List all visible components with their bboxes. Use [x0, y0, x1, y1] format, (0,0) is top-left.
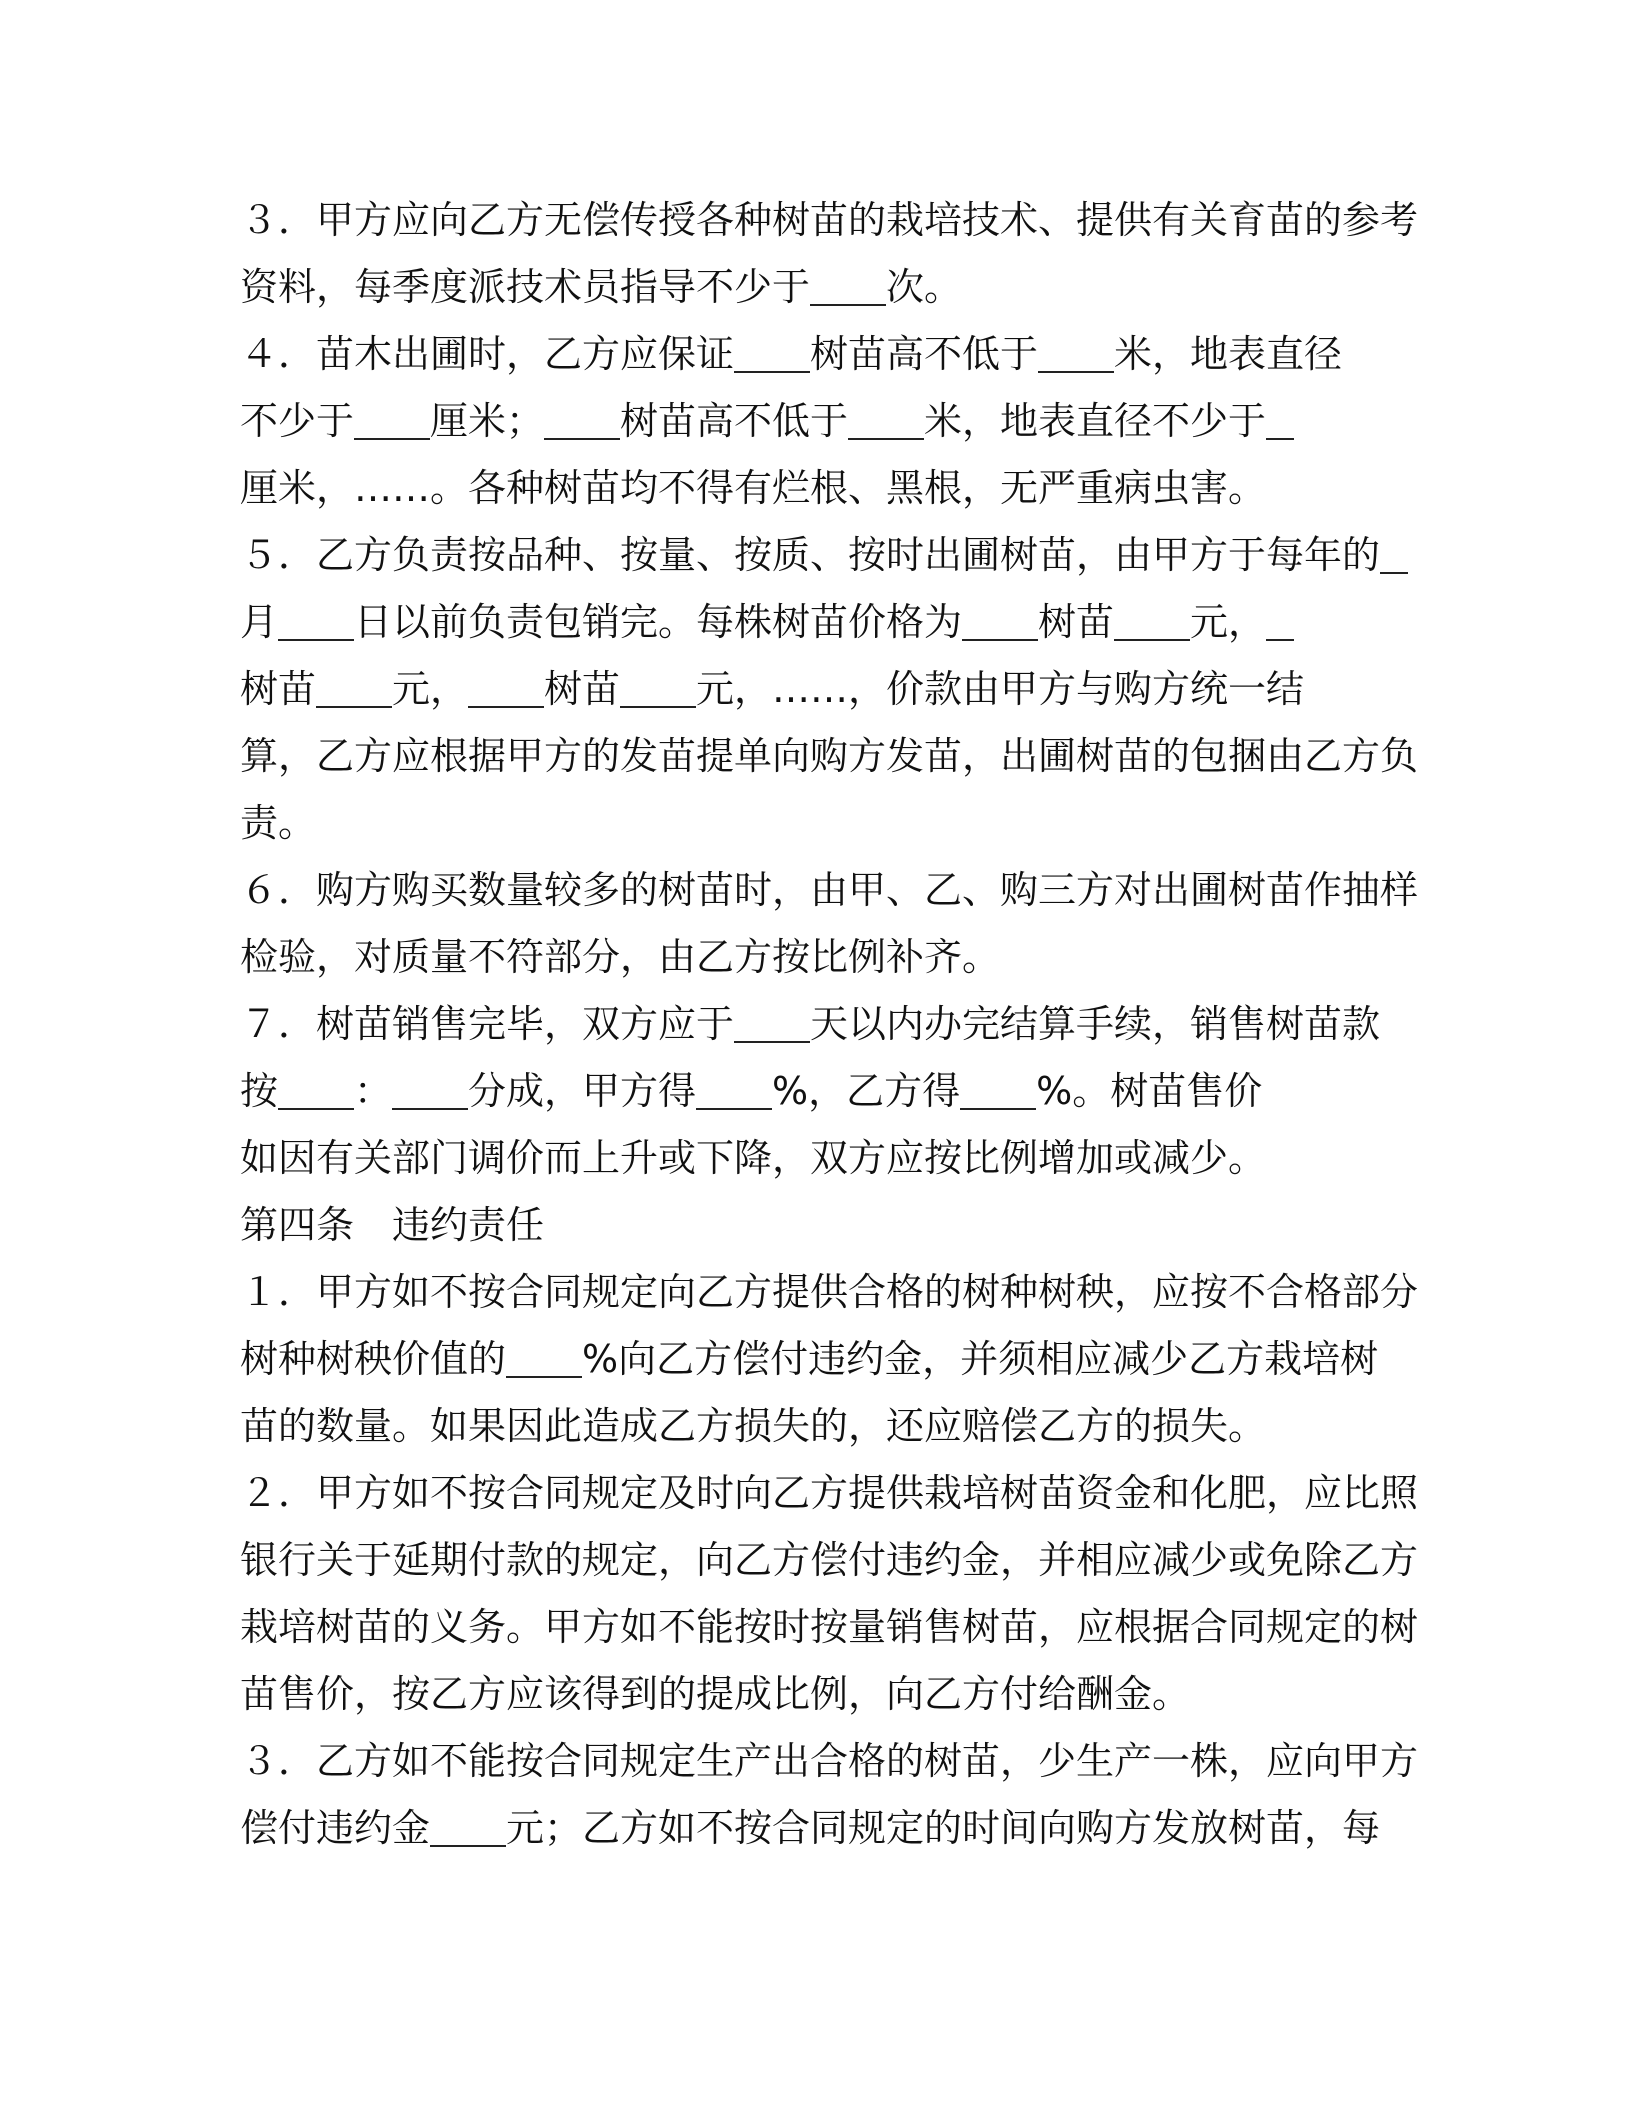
- fill-in-blank: [810, 262, 886, 306]
- clause-5-line-3: [240, 656, 1392, 723]
- text-segment: 树苗高不低于: [620, 399, 849, 443]
- clause-3-line-2: [240, 254, 1392, 321]
- clause-3-line-1: [240, 187, 1419, 254]
- text-segment: 偿付违约金: [240, 1806, 431, 1850]
- liability-1-line-3: [240, 1393, 1392, 1460]
- text-segment: 树苗: [544, 667, 621, 711]
- text-segment: 元；乙方如不按合同规定的时间向购方发放树苗，每: [506, 1806, 1381, 1850]
- text-segment: 树苗高不低于: [810, 332, 1039, 376]
- clause-5-line-2: [240, 589, 1392, 656]
- text-segment: 次。: [886, 265, 963, 309]
- text-segment: 厘米，……。各种树苗均不得有烂根、黑根，无严重病虫害。: [240, 466, 1267, 510]
- fill-in-blank: [392, 1066, 468, 1110]
- liability-2-line-1: [240, 1460, 1419, 1527]
- text-segment: ５．乙方负责按品种、按量、按质、按时出圃树苗，由甲方于每年的: [240, 533, 1381, 577]
- text-segment: 元，: [392, 667, 469, 711]
- liability-3-line-1: [240, 1728, 1419, 1795]
- clause-4-line-1: [240, 321, 1392, 388]
- text-segment: 栽培树苗的义务。甲方如不能按时按量销售树苗，应根据合同规定的树: [240, 1605, 1419, 1649]
- fill-in-blank: [1038, 329, 1114, 373]
- fill-in-blank: [734, 999, 810, 1043]
- text-segment: 按: [240, 1069, 279, 1113]
- fill-in-blank: [278, 1066, 354, 1110]
- text-segment: 厘米；: [430, 399, 545, 443]
- fill-in-blank: [962, 597, 1038, 641]
- fill-in-blank: [430, 1803, 506, 1847]
- fill-in-blank: [1266, 396, 1294, 440]
- clause-7-line-2: [240, 1058, 1392, 1125]
- clause-5-line-5: [240, 790, 1392, 857]
- fill-in-blank: [960, 1066, 1036, 1110]
- liability-1-line-2: [240, 1326, 1392, 1393]
- fill-in-blank: [1266, 597, 1294, 641]
- fill-in-blank: [734, 329, 810, 373]
- fill-in-blank: [506, 1334, 582, 1378]
- text-segment: 元，: [1190, 600, 1267, 644]
- fill-in-blank: [278, 597, 354, 641]
- text-segment: 银行关于延期付款的规定，向乙方偿付违约金，并相应减少或免除乙方: [240, 1538, 1419, 1582]
- text-segment: ２．甲方如不按合同规定及时向乙方提供栽培树苗资金和化肥，应比照: [240, 1471, 1419, 1515]
- liability-2-line-3: [240, 1594, 1419, 1661]
- fill-in-blank: [544, 396, 620, 440]
- text-segment: 责。: [240, 801, 317, 845]
- text-segment: 苗售价，按乙方应该得到的提成比例，向乙方付给酬金。: [240, 1672, 1191, 1716]
- fill-in-blank: [696, 1066, 772, 1110]
- text-segment: 日以前负责包销完。每株树苗价格为: [354, 600, 963, 644]
- clause-6-line-2: [240, 924, 1392, 991]
- text-segment: ３．甲方应向乙方无偿传授各种树苗的栽培技术、提供有关育苗的参考: [240, 198, 1419, 242]
- clause-6-line-1: [240, 857, 1419, 924]
- fill-in-blank: [1380, 530, 1408, 574]
- text-segment: 分成，甲方得: [468, 1069, 697, 1113]
- text-segment: 月: [240, 600, 279, 644]
- text-segment: １．甲方如不按合同规定向乙方提供合格的树种树秧，应按不合格部分: [240, 1270, 1419, 1314]
- text-segment: %向乙方偿付违约金，并须相应减少乙方栽培树: [582, 1337, 1379, 1381]
- clause-7-line-3: [240, 1125, 1392, 1192]
- text-segment: %。树苗售价: [1036, 1069, 1263, 1113]
- text-segment: 检验，对质量不符部分，由乙方按比例补齐。: [240, 935, 1001, 979]
- text-segment: ７．树苗销售完毕，双方应于: [240, 1002, 735, 1046]
- clause-5-line-4: [240, 723, 1419, 790]
- text-segment: 苗的数量。如果因此造成乙方损失的，还应赔偿乙方的损失。: [240, 1404, 1267, 1448]
- article-4-heading: [240, 1192, 1392, 1259]
- text-segment: 不少于: [240, 399, 355, 443]
- fill-in-blank: [620, 664, 696, 708]
- fill-in-blank: [316, 664, 392, 708]
- text-segment: 树苗: [240, 667, 317, 711]
- text-segment: 米，地表直径: [1114, 332, 1343, 376]
- text-segment: ６．购方购买数量较多的树苗时，由甲、乙、购三方对出圃树苗作抽样: [240, 868, 1419, 912]
- clause-4-line-3: [240, 455, 1392, 522]
- text-segment: 资料，每季度派技术员指导不少于: [240, 265, 811, 309]
- clause-5-line-1: [240, 522, 1392, 589]
- liability-1-line-1: [240, 1259, 1419, 1326]
- text-segment: 如因有关部门调价而上升或下降，双方应按比例增加或减少。: [240, 1136, 1267, 1180]
- text-segment: ：: [354, 1069, 393, 1113]
- text-segment: 算，乙方应根据甲方的发苗提单向购方发苗，出圃树苗的包捆由乙方负: [240, 734, 1419, 778]
- clause-4-line-2: [240, 388, 1392, 455]
- text-segment: ４．苗木出圃时，乙方应保证: [240, 332, 735, 376]
- text-segment: 天以内办完结算手续，销售树苗款: [810, 1002, 1381, 1046]
- text-segment: 第四条 违约责任: [240, 1203, 545, 1247]
- liability-2-line-4: [240, 1661, 1392, 1728]
- fill-in-blank: [354, 396, 430, 440]
- text-segment: %，乙方得: [772, 1069, 961, 1113]
- clause-7-line-1: [240, 991, 1392, 1058]
- liability-3-line-2: [240, 1795, 1392, 1862]
- text-segment: 树苗: [1038, 600, 1115, 644]
- text-segment: 元，……，价款由甲方与购方统一结: [696, 667, 1305, 711]
- fill-in-blank: [848, 396, 924, 440]
- text-segment: ３．乙方如不能按合同规定生产出合格的树苗，少生产一株，应向甲方: [240, 1739, 1419, 1783]
- contract-page: [240, 187, 1419, 1862]
- text-segment: 米，地表直径不少于: [924, 399, 1267, 443]
- text-segment: 树种树秧价值的: [240, 1337, 507, 1381]
- liability-2-line-2: [240, 1527, 1419, 1594]
- fill-in-blank: [1114, 597, 1190, 641]
- fill-in-blank: [468, 664, 544, 708]
